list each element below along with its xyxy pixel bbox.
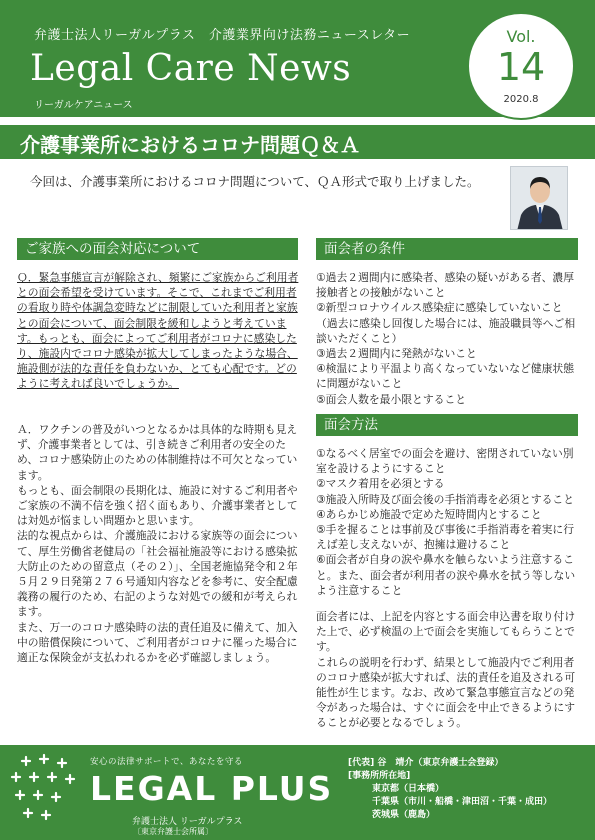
office-location: 茨城県（鹿島） (372, 810, 436, 820)
footer (0, 745, 595, 840)
question-paragraph: Ｑ．緊急事態宣言が解除され、頻繁にご家族からご利用者との面会希望を受けています。そこで、これまでご利用者の看取り時や体調急変時などに制限していた利用者と家族との面会について、面会制限を緩和しようと考えています。もっとも、面会によってご利用者がコロナに感染したり、施設内でコロナ感染が拡大してしまったような場合、施設側が法的な責任を負わないか、とても心配です。どのように考えれば良いでしょうか。 (17, 271, 299, 391)
office-location: 東京都（日本橋） (372, 784, 445, 794)
closing-text (316, 609, 578, 731)
condition-item: ④検温により平温より高くなっていないなど健康状態に問題がないこと (316, 362, 575, 391)
article-intro: 今回は、介護事業所におけるコロナ問題について、ＱＡ形式で取り上げました。 (30, 174, 480, 189)
condition-item: ①過去２週間内に感染者、感染の疑いがある者、濃厚接触者との接触がないこと (316, 271, 575, 300)
answer-paragraph-2: もっとも、面会制限の長期化は、施設に対するご利用者やご家族の不満不信を強く招く面もあり、介護事業者としては対処が悩ましい問題かと思います。 (17, 483, 298, 528)
visit-method-list (316, 446, 578, 598)
author-photo (510, 166, 568, 230)
answer-text (17, 422, 299, 665)
office-location: 千葉県（市川・船橋・津田沼・千葉・成田） (372, 797, 553, 807)
article-title-bar (0, 125, 595, 159)
condition-item: ⑤面会人数を最小限とすること (316, 392, 467, 406)
bar-association: 〔東京弁護士会所属〕 (133, 827, 213, 836)
condition-item: ②新型コロナウイルス感染症に感染していないこと（過去に感染し回復した場合には、施設職員等へご相談いただくこと） (316, 301, 576, 345)
visitor-conditions-heading: 面会者の条件 (316, 238, 578, 260)
issue-date: 2020.8 (503, 94, 539, 105)
representative: [代表] 谷 靖介（東京弁護士会登録） (348, 758, 504, 768)
condition-item: ③過去２週間内に発熱がないこと (316, 347, 477, 361)
article-title: 介護事業所におけるコロナ問題Ｑ＆Ａ (20, 133, 360, 157)
newsletter-subtitle: 弁護士法人リーガルプラス 介護業界向け法務ニュースレター (34, 28, 411, 43)
visit-method-heading: 面会方法 (316, 414, 578, 436)
legal-plus-logo: LEGAL PLUS (90, 769, 334, 808)
offices-label: [事務所所在地] (348, 771, 411, 781)
answer-paragraph-4: また、万一のコロナ感染時の法的責任追及に備えて、加入中の賠償保険について、ご利用者がコロナに罹った場合に適正な保険金が支払われるかを必ず確認しましょう。 (17, 620, 298, 665)
newsletter-title-kana: リーガルケアニュース (34, 100, 133, 111)
visitor-conditions-list (316, 270, 578, 407)
volume-label: Vol. (506, 27, 536, 46)
volume-number: 14 (496, 45, 546, 89)
firm-name: 弁護士法人 リーガルプラス (132, 817, 243, 827)
method-item: ③施設入所時及び面会後の手指消毒を必須とすること (316, 492, 575, 506)
family-visit-heading: ご家族への面会対応について (17, 238, 298, 260)
method-item: ②マスク着用を必須とする (316, 477, 445, 491)
method-item: ①なるべく居室での面会を避け、密閉されていない別室を設けるようにすること (316, 447, 574, 476)
closing-paragraph-1: 面会者には、上記を内容とする面会申込書を取り付けた上で、必ず検温の上で面会を実施してもらうことです。 (316, 610, 576, 654)
method-item: ⑥面会者が自身の涙や鼻水を触らないよう注意すること。また、面会者が利用者の涙や鼻水を拭う等しないよう注意すること (316, 553, 576, 597)
closing-paragraph-2: これらの説明を行わず、結果として施設内でご利用者のコロナ感染が拡大すれば、法的責任を追及される可能性が生じます。なお、改めて緊急事態宣言などの発令があった場合は、すぐに面会を中止できるようにすることが必要となるでしょう。 (316, 655, 576, 730)
answer-paragraph-3: 法的な視点からは、介護施設における家族等の面会について、厚生労働省老健局の「社会福祉施設等における感染拡大防止のための留意点（その２）」、全国老施協発令和２年５月２９日発第２７６号通知内容などを参考に、安全配慮義務の履行のため、右記のような対処での緩和が考えられます。 (17, 529, 298, 619)
method-item: ⑤手を握ることは事前及び事後に手指消毒を着実に行えば差し支えないが、抱擁は避けること (316, 523, 575, 552)
footer-tagline: 安心の法律サポートで、あなたを守る (90, 757, 243, 767)
volume-badge (467, 12, 575, 120)
method-item: ④あらかじめ施設で定めた短時間内とすること (316, 507, 542, 521)
answer-paragraph-1: Ａ．ワクチンの普及がいつとなるかは具体的な時期も見えず、介護事業者としては、引き続きご利用者の安全のため、コロナ感染防止のための体制維持は不可欠となっています。 (17, 423, 298, 482)
question-text (17, 270, 299, 392)
newsletter-title: Legal Care News (30, 48, 352, 89)
plus-cluster-icon (6, 751, 92, 835)
author-portrait-icon (511, 167, 568, 230)
